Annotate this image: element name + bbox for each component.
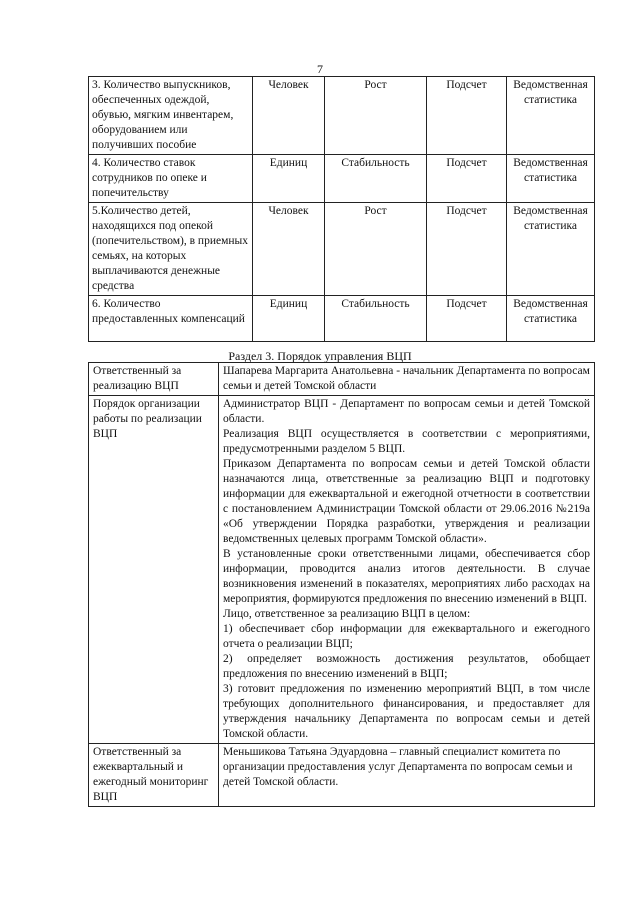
indicator-name: 4. Количество ставок сотрудников по опеке и попечительству [89,155,253,203]
table-row [89,296,595,342]
table-row [89,744,595,807]
table-row [89,396,595,744]
indicator-source: Ведомственная статистика [507,296,595,342]
procedure-paragraph: 3) готовит предложения по изменению мероприятий ВЦП, в том числе требующих дополнительного финансирования, и предоставляет для утверждения начальнику Департамента по вопросам семьи и детей Томской области. [223,683,590,740]
indicator-name: 6. Количество предоставленных компенсаций [89,296,253,342]
table-row [89,363,595,396]
indicator-trend: Стабильность [325,155,427,203]
management-table [88,362,595,807]
responsible-value: Шапарева Маргарита Анатольевна - начальник Департамента по вопросам семьи и детей Томской области [219,363,595,396]
indicator-trend: Рост [325,77,427,155]
indicator-trend: Рост [325,203,427,296]
indicator-unit: Человек [253,77,325,155]
section-title: Раздел 3. Порядок управления ВЦП [228,349,412,363]
table-row [89,77,595,155]
procedure-paragraph: 1) обеспечивает сбор информации для ежеквартального и ежегодного отчета о реализации ВЦП; [223,623,590,650]
indicator-source: Ведомственная статистика [507,155,595,203]
table-row [89,203,595,296]
indicator-unit: Единиц [253,155,325,203]
monitoring-value: Меньшикова Татьяна Эдуардовна – главный специалист комитета по организации предоставления услуг Департамента по вопросам семьи и детей Томской области. [219,744,595,807]
indicator-unit: Единиц [253,296,325,342]
procedure-paragraph: Приказом Департамента по вопросам семьи и детей Томской области назначаются лица, ответственные за реализацию ВЦП и подготовку информации для ежеквартальной и ежегодной отчетности в соответствии с постановлением Администрации Томской области от 29.06.2016 №219а «Об утверждении Порядка разработки, утверждения и реализации ведомственных целевых программ Томской области». [223,458,590,545]
indicator-source: Ведомственная статистика [507,203,595,296]
indicator-method: Подсчет [427,77,507,155]
indicator-source: Ведомственная статистика [507,77,595,155]
responsible-label: Ответственный за реализацию ВЦП [89,363,219,396]
indicator-name: 5.Количество детей, находящихся под опекой (попечительством), в приемных семьях, на которых выплачиваются денежные средства [89,203,253,296]
indicator-method: Подсчет [427,155,507,203]
procedure-label: Порядок организации работы по реализации ВЦП [89,396,219,744]
indicator-method: Подсчет [427,296,507,342]
procedure-paragraph: Лицо, ответственное за реализацию ВЦП в целом: [223,608,471,620]
indicator-unit: Человек [253,203,325,296]
procedure-text [219,396,595,744]
page-number: 7 [317,62,323,76]
indicator-name: 3. Количество выпускников, обеспеченных одеждой, обувью, мягким инвентарем, оборудованием или получивших пособие [89,77,253,155]
procedure-paragraph: В установленные сроки ответственными лицами, обеспечивается сбор информации, проводится анализ итогов деятельности. В случае возникновения изменений в показателях, мероприятиях либо расходах на мероприятия, формируются предложения по внесению изменений в ВЦП. [223,548,590,605]
procedure-paragraph: 2) определяет возможность достижения результатов, обобщает предложения по внесению изменений в ВЦП; [223,653,590,680]
procedure-paragraph: Реализация ВЦП осуществляется в соответствии с мероприятиями, предусмотренными разделом 5 ВЦП. [223,428,590,455]
procedure-paragraph: Администратор ВЦП - Департамент по вопросам семьи и детей Томской области. [223,398,590,425]
indicators-table [88,76,595,342]
monitoring-label: Ответственный за ежеквартальный и ежегодный мониторинг ВЦП [89,744,219,807]
table-row [89,155,595,203]
indicator-trend: Стабильность [325,296,427,342]
indicator-method: Подсчет [427,203,507,296]
